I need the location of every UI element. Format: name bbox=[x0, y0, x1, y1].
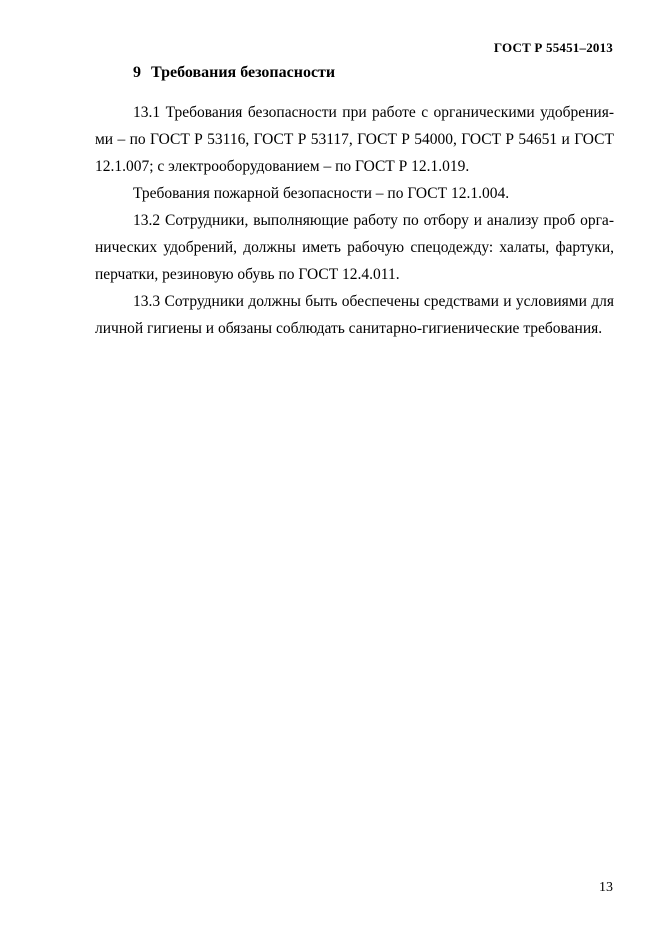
section-number: 9 bbox=[133, 64, 141, 81]
page-number: 13 bbox=[599, 880, 613, 895]
section-heading bbox=[133, 64, 335, 82]
section-title: Требования безопасности bbox=[151, 64, 336, 81]
paragraph-13-1: 13.1 Требования безопасности при работе с органическими удобрениями – по ГОСТ Р 53116, ГОСТ Р 53117, ГОСТ Р 54000, ГОСТ Р 54651 и ГОСТ 12.1.007; с электрооборудованием – по ГОСТ Р 12.1.019. bbox=[95, 104, 614, 175]
section-body bbox=[95, 99, 614, 342]
paragraph-13-3: 13.3 Сотрудники должны быть обеспечены средствами и условиями для личной гигиены и обязаны соблюдать санитарно-гигиенические требования. bbox=[95, 293, 614, 337]
document-code: ГОСТ Р 55451–2013 bbox=[493, 40, 613, 55]
paragraph-fire-safety: Требования пожарной безопасности – по ГОСТ 12.1.004. bbox=[133, 185, 510, 202]
paragraph-13-2: 13.2 Сотрудники, выполняющие работу по отбору и анализу проб органических удобрений, должны иметь рабочую спецодежду: халаты, фартуки, перчатки, резиновую обувь по ГОСТ 12.4.011. bbox=[95, 212, 614, 283]
